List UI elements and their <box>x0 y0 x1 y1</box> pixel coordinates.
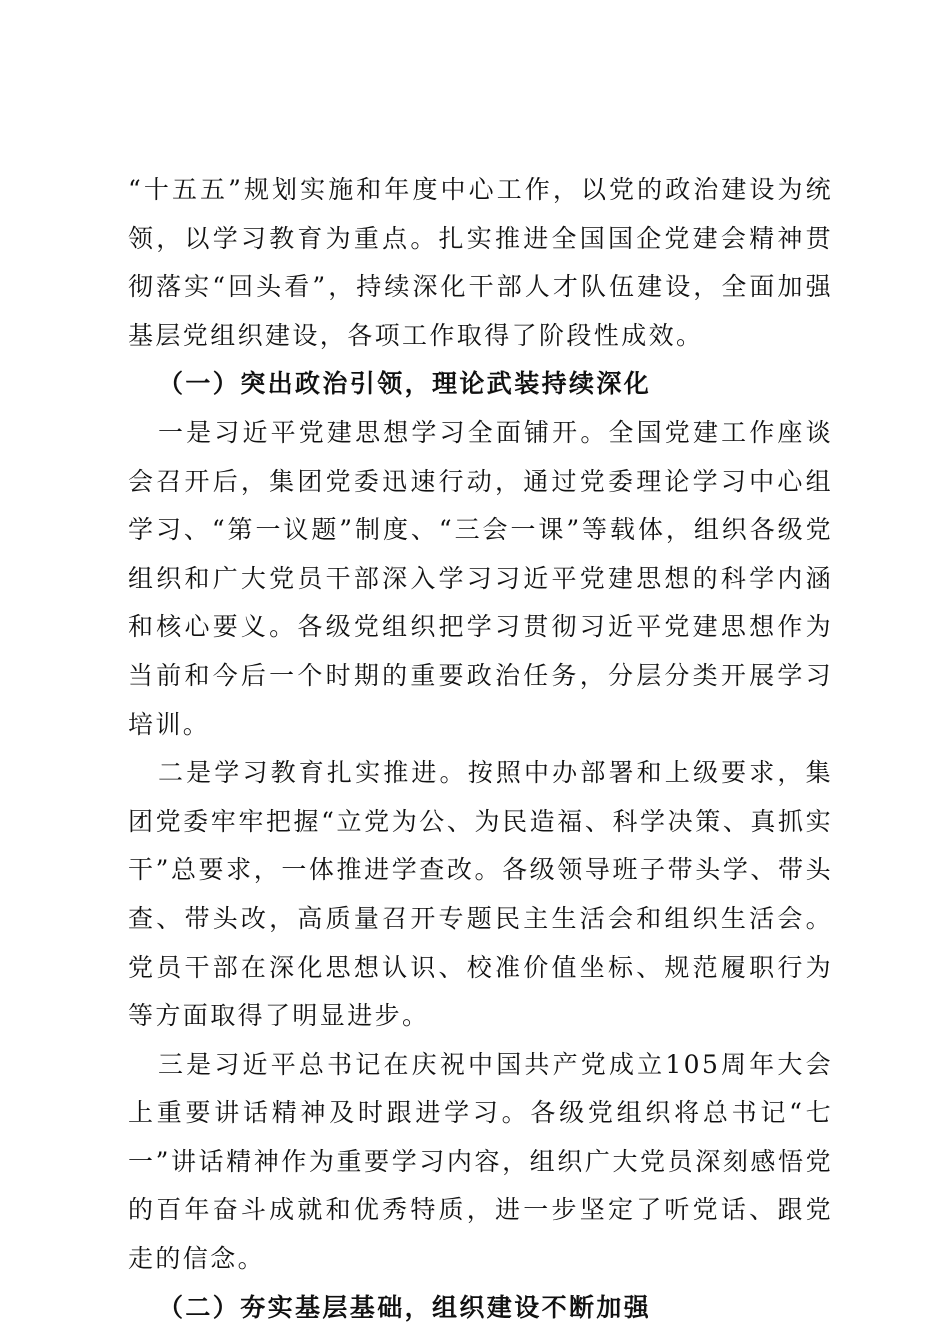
paragraph-point-2: 二是学习教育扎实推进。按照中办部署和上级要求，集团党委牢牢把握“立党为公、为民造福、科学决策、真抓实干”总要求，一体推进学查改。各级领导班子带头学、带头查、带头改，高质量召开专题民主生活会和组织生活会。党员干部在深化思想认识、校准价值坐标、规范履职行为等方面取得了明显进步。 <box>128 758 833 1031</box>
paragraph-point-3: 三是习近平总书记在庆祝中国共产党成立105周年大会上重要讲话精神及时跟进学习。各级党组织将总书记“七一”讲话精神作为重要学习内容，组织广大党员深刻感悟党的百年奋斗成就和优秀特质，进一步坚定了听党话、跟党走的信念。 <box>128 1049 833 1274</box>
document-body <box>128 166 833 1332</box>
section-heading-1: （一）突出政治引领，理论武装持续深化 <box>158 369 652 399</box>
paragraph-intro: “十五五”规划实施和年度中心工作，以党的政治建设为统领，以学习教育为重点。扎实推进全国国企党建会精神贯彻落实“回头看”，持续深化干部人才队伍建设，全面加强基层党组织建设，各项工作取得了阶段性成效。 <box>128 175 833 350</box>
section-heading-2: （二）夯实基层基础，组织建设不断加强 <box>158 1292 652 1322</box>
paragraph-point-1: 一是习近平党建思想学习全面铺开。全国党建工作座谈会召开后，集团党委迅速行动，通过党委理论学习中心组学习、“第一议题”制度、“三会一课”等载体，组织各级党组织和广大党员干部深入学习习近平党建思想的科学内涵和核心要义。各级党组织把学习贯彻习近平党建思想作为当前和今后一个时期的重要政治任务，分层分类开展学习培训。 <box>128 417 833 739</box>
